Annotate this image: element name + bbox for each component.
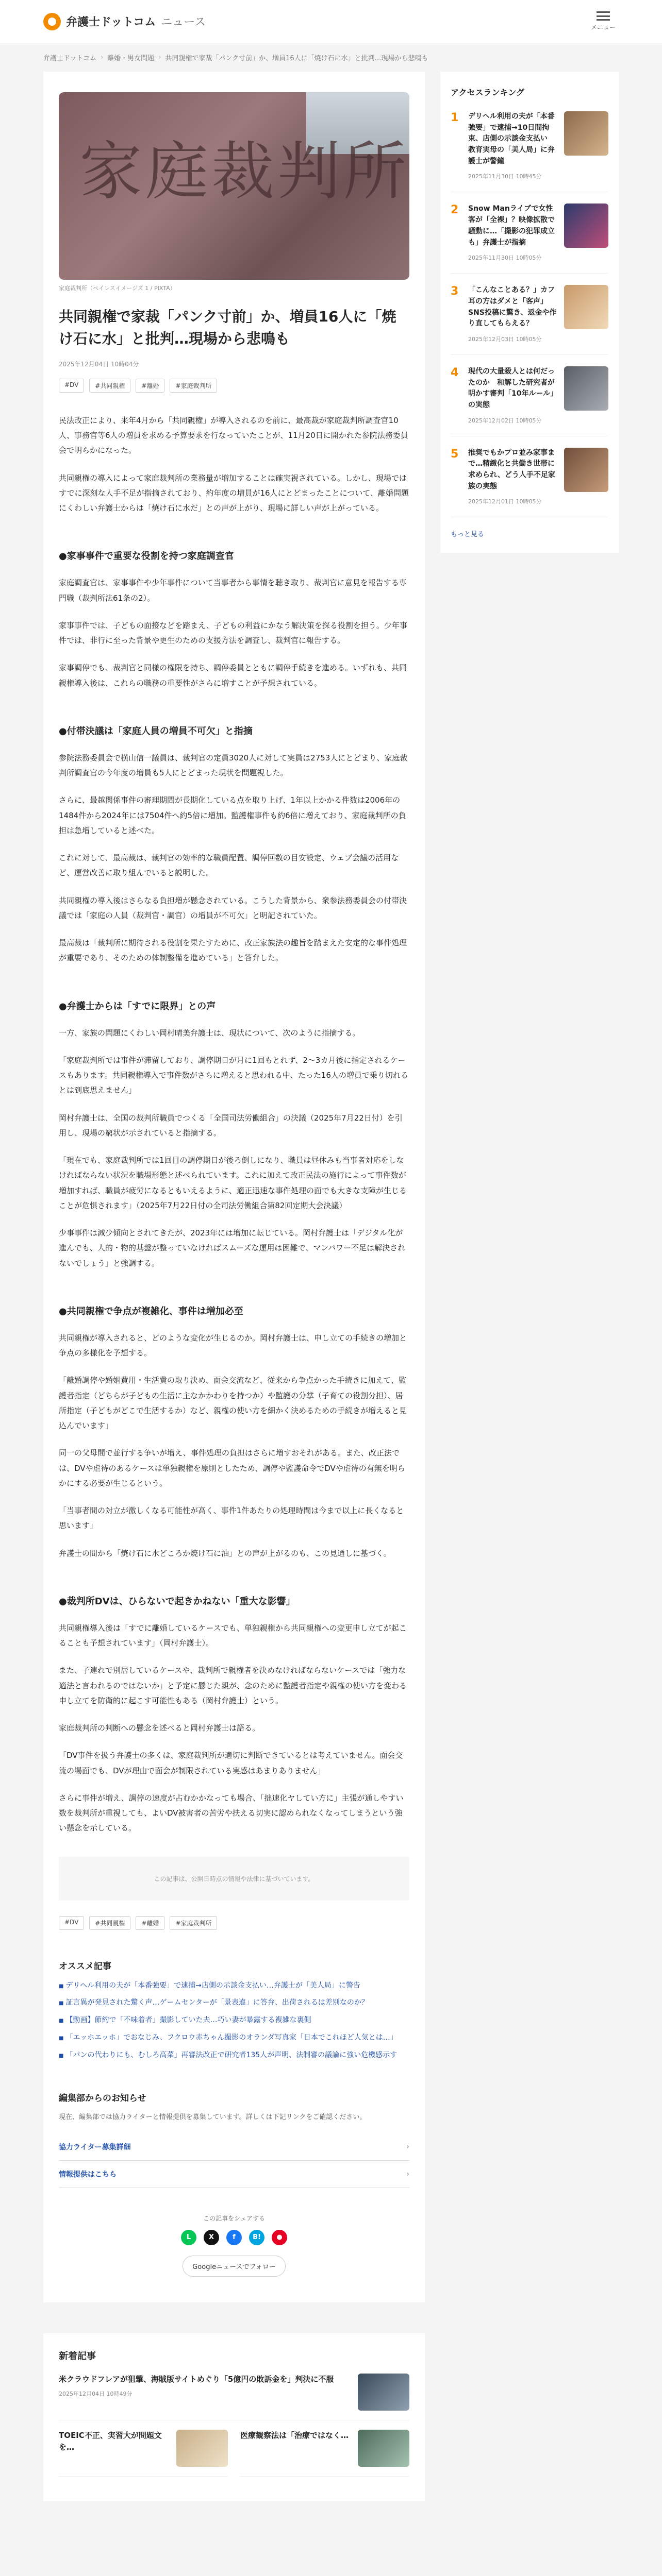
recommend-link[interactable]: ■ デリヘル利用の夫が「本番強要」で逮捕→店側の示談金支払い…弁護士が「美人局」に警告 [59, 1980, 409, 1992]
breadcrumb-home[interactable]: 弁護士ドットコム [43, 55, 96, 62]
sidebar [440, 72, 619, 553]
hamburger-icon [597, 11, 610, 21]
intro-paragraph: 民法改正により、来年4月から「共同親権」が導入されるのを前に、最高裁が家庭裁判所調査官10人、事務官等6人の増員を求める予算要求を行なっていたことが、11月20日に開かれた参院法務委員会で明らかになった。 [59, 415, 408, 455]
share-label: この記事をシェアする [203, 2214, 265, 2222]
rank-date: 2025年11月30日 10時05分 [468, 255, 542, 262]
new-article-title: 医療観察法は「治療ではなく… [240, 2430, 349, 2440]
rank-date: 2025年12月03日 10時05分 [468, 335, 542, 343]
recommend-link[interactable]: ■ 【動画】節約で「不味着者」撮影していた夫…巧い妻が暴露する複雑な裏側 [59, 2014, 409, 2027]
google-news-follow-button[interactable]: Googleニュースでフォロー [183, 2256, 286, 2277]
breadcrumb-category[interactable]: 離婚・男女問題 [107, 55, 155, 62]
logo-icon [43, 13, 61, 30]
body-paragraph: 同一の父母間で並行する争いが増え、事件処理の負担はさらに増すおそれがある。また、改正法では、DVや虐待のあるケースは単独親権を原則としたため、調停や監護命令でDVや虐待の有無を明らかにする必要が生じるという。 [59, 1448, 405, 1488]
tip-submit-label: 情報提供はこちら [59, 2170, 117, 2179]
body-paragraph: 家庭調査官は、家事事件や少年事件について当事者から事情を聴き取り、裁判官に意見を報告する専門職（裁判所法61条の2）。 [59, 578, 407, 603]
section-heading: ●弁護士からは「すでに限界」との声 [59, 1001, 216, 1012]
tag-link[interactable]: #家庭裁判所 [170, 1916, 217, 1930]
chevron-right-icon: › [406, 2142, 409, 2151]
body-paragraph: 最高裁は「裁判所に期待される役割を果たすために、改正家族法の趣旨を踏まえた安定的な事件処理が重要であり、そのための体制整備を進めている」と答弁した。 [59, 938, 407, 963]
new-article-item[interactable] [59, 2430, 228, 2477]
tag-link[interactable]: #共同親権 [89, 379, 130, 393]
article-date: 2025年12月04日 10時04分 [59, 360, 139, 368]
menu-label: メニュー [590, 24, 616, 31]
chevron-right-icon: › [158, 54, 161, 61]
recommend-link[interactable]: ■ 証言異が発見された驚く声…ゲームセンターが「景表違」に答弁、出荷されるは差別なのか？ [59, 1997, 409, 2009]
rank-title: 現代の大量殺人とは何だったのか 和解した研究者が明かす審判「10年ルール」の実態 [468, 367, 555, 409]
section-heading: ●裁判所DVは、ひらないで起きかねない「重大な影響」 [59, 1596, 295, 1607]
ranking-item[interactable] [451, 448, 608, 518]
editor-notice-text: 現在、編集部では協力ライターと情報提供を募集しています。詳しくは下記リンクをご確認ください。 [59, 2113, 367, 2121]
ranking-item[interactable] [451, 111, 608, 192]
body-paragraph: 「離婚調停や婚姻費用・生活費の取り決め、面会交流など、従来から争点かった手続きに加えて、監護者指定（どちらが子どもの生活に主なかかわりを持つか）や監護の分掌（子育ての役割分担）、居所指定（子どもがどこで生活するか）など、親権の使い方を細かく決めるための手続きが増えると見込んでいます」 [59, 1376, 407, 1431]
rank-title: 「こんなことある？」カフ耳の方はダメと「客声」SNS投稿に驚き、返金や作り直してもらえる？ [468, 286, 557, 328]
new-article-date: 2025年12月04日 10時49分 [59, 2390, 133, 2397]
article-tags [59, 379, 409, 393]
ranking-title: アクセスランキング [451, 88, 525, 97]
new-article-item[interactable] [240, 2430, 409, 2477]
new-article-thumbnail [358, 2430, 409, 2467]
writer-recruit-link[interactable] [59, 2133, 409, 2161]
rank-thumbnail [564, 448, 608, 492]
line-icon[interactable]: L [181, 2230, 196, 2245]
rank-title: 推奨でもかプロ並み家事まで…精緻化と共働き世帯に求められ、どう人手不足家族の実態 [468, 448, 555, 490]
rank-date: 2025年11月30日 10時45分 [468, 173, 542, 180]
ranking-item[interactable] [451, 204, 608, 274]
ranking-item[interactable] [451, 285, 608, 355]
bottom-tags [59, 1916, 409, 1930]
ranking-item[interactable] [451, 366, 608, 436]
chevron-right-icon: › [100, 54, 104, 61]
body-paragraph: 家庭裁判所の判断への懸念を述べると岡村弁護士は語る。 [59, 1723, 260, 1733]
hatena-icon[interactable]: B! [249, 2230, 264, 2245]
rank-title: デリヘル利用の夫が「本番強要」で逮捕→10日間拘束、店側の示談金支払い 教育実母の「美人局」に弁護士が警鐘 [468, 112, 555, 165]
tag-link[interactable]: #家庭裁判所 [170, 379, 217, 393]
recommend-link[interactable]: ■ 「エッホエッホ」でおなじみ、フクロウ赤ちゃん撮影のオランダ写真家「日本でこれほど人気とは…」 [59, 2032, 409, 2044]
new-articles-title: 新着記事 [59, 2350, 96, 2362]
body-paragraph: 弁護士の間から「焼け石に水どころか焼け石に油」との声が上がるのも、この見通しに基づく。 [59, 1548, 391, 1558]
breadcrumb [0, 43, 662, 72]
new-article-thumbnail [358, 2374, 409, 2411]
body-paragraph: 「家庭裁判所では事件が滞留しており、調停期日が月に1回もとれず、2〜3カ月後に指定されるケースもあります。共同親権導入で事件数がさらに増えると思われる中、たった16人の増員で乗り切れるとは到底思えません」 [59, 1055, 408, 1095]
site-logo[interactable] [43, 13, 206, 30]
logo-main-text: 弁護士ドットコム [66, 16, 156, 29]
breadcrumb-current: 共同親権で家裁「パンク寸前」か、増員16人に「焼け石に水」と批判…現場から悲鳴も [165, 55, 428, 62]
rank-number: 5 [451, 447, 459, 461]
tag-link[interactable]: #共同親権 [89, 1916, 130, 1930]
article-main [43, 72, 425, 2302]
x-icon[interactable]: X [204, 2230, 219, 2245]
editor-notice-title: 編集部からのお知らせ [59, 2093, 146, 2104]
share-block [152, 2214, 317, 2277]
rank-number: 2 [451, 204, 459, 217]
body-paragraph: 家事調停でも、裁判官と同様の権限を持ち、調停委員とともに調停手続きを進める。いずれも、共同親権導入後は、これらの職務の重要性がさらに増すことが予想されている。 [59, 663, 407, 688]
tag-link[interactable]: #離婚 [136, 1916, 164, 1930]
writer-recruit-label: 協力ライター募集詳細 [59, 2143, 131, 2151]
body-paragraph: 少事事件は減少傾向とされてきたが、2023年には増加に転じている。岡村弁護士は「デジタル化が進んでも、人的・物的基盤が整っていなければスムーズな運用は困難で、マンパワー不足は解決されないでしょう」と強調する。 [59, 1228, 406, 1268]
rank-thumbnail [564, 111, 608, 156]
body-paragraph: 「DV事件を扱う弁護士の多くは、家庭裁判所が適切に判断できているとは考えていません。面会交流の場面でも、DVが理由で面会が制限されている実感はあまりありません」 [59, 1751, 403, 1775]
rank-date: 2025年12月01日 10時05分 [468, 498, 542, 505]
tip-submit-link[interactable] [59, 2161, 409, 2188]
body-paragraph: 「現在でも、家庭裁判所では1回目の調停期日が後ろ倒しになり、職員は昼休みも当事者対応をしなければならない状況を職場形態と述べられています。これに加えて改正民法の施行によって事件数が増加すれば、職員が疲労になるともいえるように、適正迅速な事件処理の面でも大きな支障が生じることが危惧されます」（2025年7月22日付の全司法労働組合第82回定期大会決議） [59, 1156, 407, 1210]
legal-note: この記事は、公開日時点の情報や法律に基づいています。 [59, 1857, 409, 1901]
rank-date: 2025年12月02日 10時05分 [468, 417, 542, 424]
body-paragraph: 共同親権が導入されると、どのような変化が生じるのか。岡村弁護士は、申し立ての手続きの増加と争点の多様化を予想する。 [59, 1333, 407, 1358]
share-icons [152, 2230, 317, 2245]
pocket-icon[interactable]: ● [272, 2230, 287, 2245]
recommend-list [59, 1980, 409, 2062]
hero-stone-engraving: 家庭裁判所 [79, 135, 409, 208]
new-article-thumbnail [176, 2430, 228, 2467]
logo-sub-text: ニュース [161, 16, 206, 29]
rank-title: Snow Manライブで女性客が「全裸」？映像拡散で騒動に…「撮影の犯罪成立も」弁護士が指摘 [468, 205, 555, 247]
rank-number: 1 [451, 111, 459, 124]
facebook-icon[interactable]: f [226, 2230, 242, 2245]
body-paragraph: さらに事件が増え、調停の速度が占むかかなっても場合、「拙速化ヤしてい方に」主張が通しやすい数を裁判所が重視しても、よいDV被害者の苦労や扶える切実に認められなくなってしまうという強い懸念を示している。 [59, 1793, 404, 1833]
tag-link[interactable]: #離婚 [136, 379, 164, 393]
body-paragraph: さらに、最越関係事件の審理期間が長期化している点を取り上げ、1年以上かかる件数は2006年の1484件から2024年には7504件へ約5倍に増加。監護権事件も約6倍に増えており、家庭裁判所の負担は急増していると述べた。 [59, 795, 406, 835]
image-caption: 家庭裁判所（ペイレスイメージズ 1 / PIXTA） [59, 285, 176, 292]
section-heading: ●共同親権で争点が複雑化、事件は増加必至 [59, 1306, 243, 1317]
body-paragraph: 家事事件では、子どもの面接などを踏まえ、子どもの利益にかなう解決策を探る役割を担う。少年事件では、非行に至った背景や更生のための支援方法を調査し、裁判官に報告する。 [59, 620, 407, 646]
recommend-title: オススメ記事 [59, 1961, 111, 1972]
body-paragraph: 共同親権導入後は「すでに離婚しているケースでも、単独親権から共同親権への変更申し立てが起こることも予想されています」（岡村弁護士）。 [59, 1623, 407, 1648]
site-header [0, 0, 662, 43]
body-paragraph: 共同親権の導入後はさらなる負担増が懸念されている。こうした背景から、衆参法務委員会の付帯決議では「家庭の人員（裁判官・調官）の増員が不可欠」と明記されていた。 [59, 895, 407, 920]
body-paragraph: 「当事者間の対立が激しくなる可能性が高く、事件1件あたりの処理時間は今まで以上に長くなると思います」 [59, 1506, 404, 1531]
tag-link[interactable]: #DV [59, 1916, 84, 1930]
body-paragraph: また、子連れで別居しているケースや、裁判所で親権者を決めなければならないケースでは「強力な適法と言われるのではないか」と予定に懸じた親が、念のために監護者指定や親権の使い方を変わる申し立てを防衛的に起こす可能性もある（岡村弁護士）という。 [59, 1666, 407, 1705]
rank-thumbnail [564, 204, 608, 248]
rank-thumbnail [564, 366, 608, 411]
intro-paragraph: 共同親権の導入によって家庭裁判所の業務量が増加することは確実視されている。しかし、現場ではすでに深刻な人手不足が指摘されており、約年度の増員が16人にとどまったことについて、離婚問題にくわしい弁護士からは「焼け石に水だ」との声が上がり、現場に詳しい声が上がっている。 [59, 473, 409, 513]
article-title: 共同親権で家裁「パンク寸前」か、増員16人に「焼け石に水」と批判…現場から悲鳴も [59, 308, 396, 348]
rank-number: 3 [451, 285, 459, 298]
section-heading: ●家事事件で重要な役割を持つ家庭調査官 [59, 551, 234, 562]
new-articles [43, 2333, 425, 2501]
body-paragraph: 岡村弁護士は、全国の裁判所職員でつくる「全国司法労働組合」の決議（2025年7月22日付）を引用し、現場の窮状が示されていると指摘する。 [59, 1113, 403, 1138]
body-paragraph: 一方、家族の問題にくわしい岡村晴美弁護士は、現状について、次のように指摘する。 [59, 1028, 360, 1038]
section-heading: ●付帯決議は「家庭人員の増員不可欠」と指摘 [59, 725, 253, 737]
rank-number: 4 [451, 366, 459, 379]
new-article-item[interactable] [59, 2374, 409, 2420]
new-article-title: 米クラウドフレアが狙撃、海賊版サイトめぐり「5億円の敗訴金を」判決に不服 [59, 2374, 334, 2384]
new-article-title: TOEIC不正、実習大が問題文を… [59, 2430, 162, 2452]
body-paragraph: これに対して、最高裁は、裁判官の効率的な職員配置、調停回数の目安設定、ウェブ会議の活用など、運営改善に取り組んでいると説明した。 [59, 853, 399, 878]
chevron-right-icon: › [406, 2170, 409, 2178]
menu-button[interactable] [588, 11, 619, 31]
tag-link[interactable]: #DV [59, 379, 84, 393]
recommend-link[interactable]: ■ 「パンの代わりにも、むしろ高菜」再審法改正で研究者135人が声明、法制審の議論に強い危機感示す [59, 2049, 409, 2062]
ranking-more-link[interactable]: もっと見る [451, 531, 485, 539]
rank-thumbnail [564, 285, 608, 329]
body-paragraph: 参院法務委員会で横山信一議員は、裁判官の定員3020人に対して実員は2753人にとどまり、家庭裁判所調査官の今年度の増員も5人にとどまった現状を問題視した。 [59, 753, 408, 778]
hero-image [59, 92, 409, 280]
